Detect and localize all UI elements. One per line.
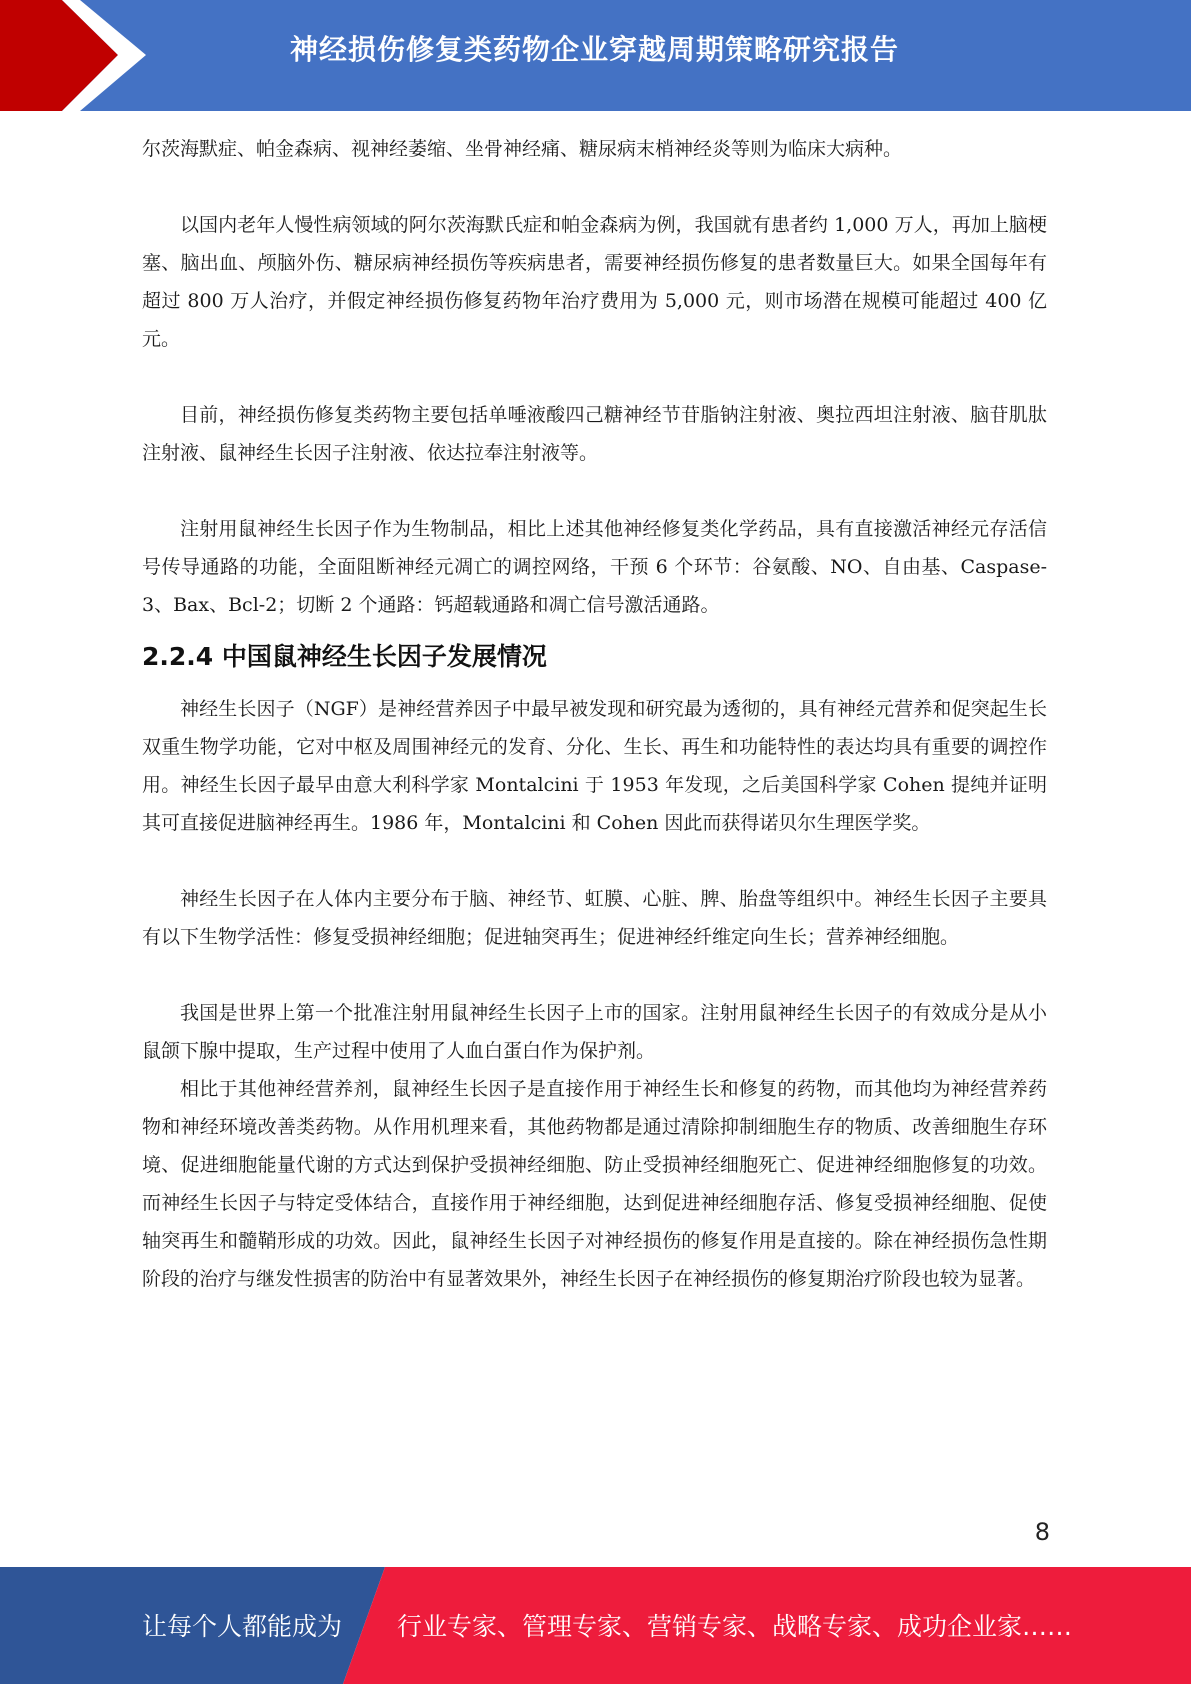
page-header	[0, 0, 1191, 111]
page-number: 8	[1034, 1518, 1050, 1546]
paragraph-ngf-history: 神经生长因子（NGF）是神经营养因子中最早被发现和研究最为透彻的，具有神经元营养和促突起生长双重生物学功能，它对中枢及周围神经元的发育、分化、生长、再生和功能特性的表达均具有重要的调控作用。神经生长因子最早由意大利科学家 Montalcini 于 1953 年发现，之后美国科学家 Cohen 提纯并证明其可直接促进脑神经再生。1986 年，Montalcini 和 Cohen 因此而获得诺贝尔生理医学奖。	[142, 698, 1047, 834]
paragraph-drug-types: 目前，神经损伤修复类药物主要包括单唾液酸四己糖神经节苷脂钠注射液、奥拉西坦注射液、脑苷肌肽注射液、鼠神经生长因子注射液、依达拉奉注射液等。	[142, 404, 1047, 464]
section-heading: 2.2.4 中国鼠神经生长因子发展情况	[142, 642, 547, 671]
report-title: 神经损伤修复类药物企业穿越周期策略研究报告	[290, 33, 900, 66]
paragraph-ngf-mechanism: 注射用鼠神经生长因子作为生物制品，相比上述其他神经修复类化学药品，具有直接激活神经元存活信号传导通路的功能，全面阻断神经元凋亡的调控网络，干预 6 个环节：谷氨酸、NO、自由基、Caspase-3、Bax、Bcl-2；切断 2 个通路：钙超载通路和凋亡信号激活通路。	[142, 518, 1047, 616]
page-footer	[0, 1567, 1191, 1684]
paragraph-market-size: 以国内老年人慢性病领域的阿尔茨海默氏症和帕金森病为例，我国就有患者约 1,000 万人，再加上脑梗塞、脑出血、颅脑外伤、糖尿病神经损伤等疾病患者，需要神经损伤修复的患者数量巨大。如果全国每年有超过 800 万人治疗，并假定神经损伤修复药物年治疗费用为 5,000 元，则市场潜在规模可能超过 400 亿元。	[142, 214, 1047, 350]
paragraph-disease-list: 尔茨海默症、帕金森病、视神经萎缩、坐骨神经痛、糖尿病末梢神经炎等则为临床大病种。	[142, 138, 903, 160]
paragraph-ngf-activity: 神经生长因子在人体内主要分布于脑、神经节、虹膜、心脏、脾、胎盘等组织中。神经生长因子主要具有以下生物学活性：修复受损神经细胞；促进轴突再生；促进神经纤维定向生长；营养神经细胞。	[142, 888, 1047, 948]
document-body	[142, 130, 1047, 1298]
footer-slogan-left: 让每个人都能成为	[142, 1612, 343, 1641]
paragraph-comparison: 相比于其他神经营养剂，鼠神经生长因子是直接作用于神经生长和修复的药物，而其他均为神经营养药物和神经环境改善类药物。从作用机理来看，其他药物都是通过清除抑制细胞生存的物质、改善细胞生存环境、促进细胞能量代谢的方式达到保护受损神经细胞、防止受损神经细胞死亡、促进神经细胞修复的功效。而神经生长因子与特定受体结合，直接作用于神经细胞，达到促进神经细胞存活、修复受损神经细胞、促使轴突再生和髓鞘形成的功效。因此，鼠神经生长因子对神经损伤的修复作用是直接的。除在神经损伤急性期阶段的治疗与继发性损害的防治中有显著效果外，神经生长因子在神经损伤的修复期治疗阶段也较为显著。	[142, 1078, 1047, 1290]
paragraph-china-approval: 我国是世界上第一个批准注射用鼠神经生长因子上市的国家。注射用鼠神经生长因子的有效成分是从小鼠颌下腺中提取，生产过程中使用了人血白蛋白作为保护剂。	[142, 1002, 1047, 1062]
footer-slogan-right: 行业专家、管理专家、营销专家、战略专家、成功企业家……	[397, 1612, 1073, 1641]
